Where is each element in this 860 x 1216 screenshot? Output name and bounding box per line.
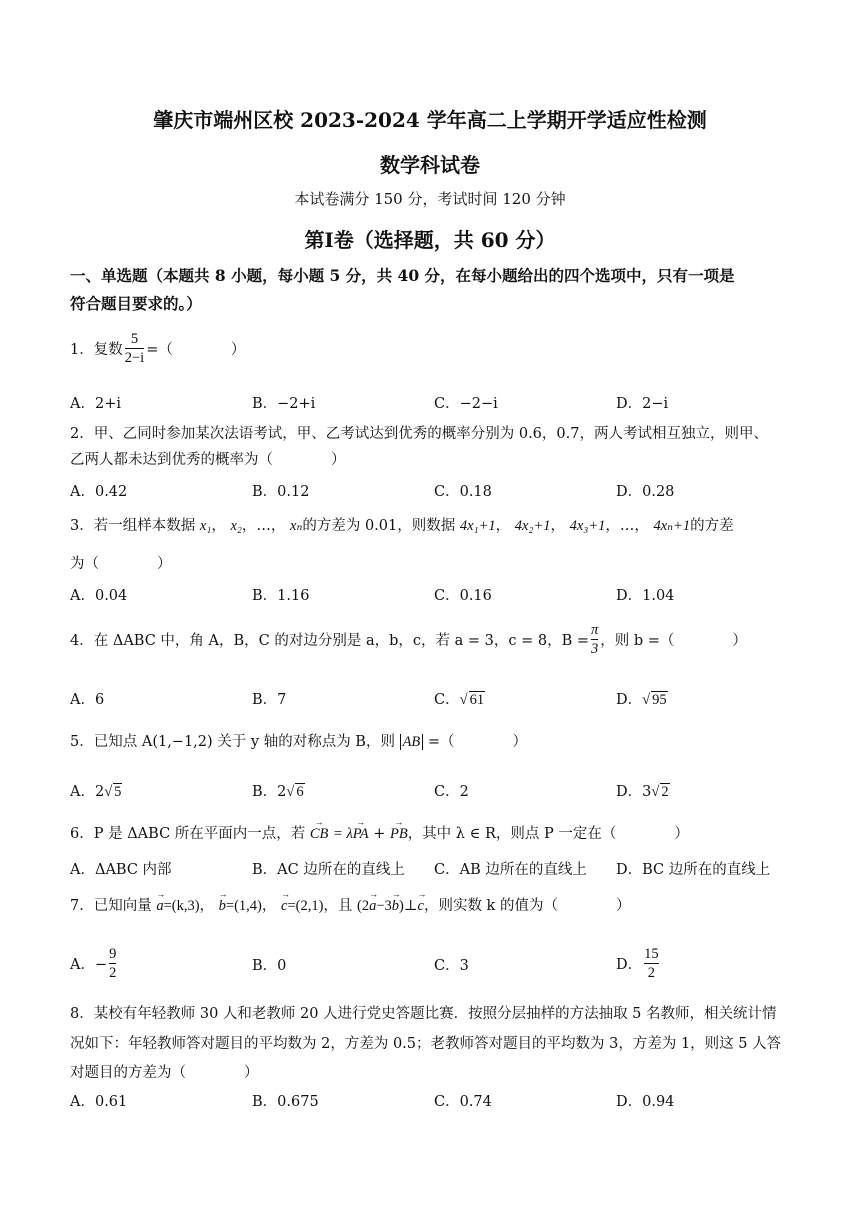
question-text-end: 的方差 [690,518,734,534]
plus-sign: + [373,826,386,842]
expr-open: (2 [357,898,370,914]
vector-c: → c [281,898,287,915]
question-tail: =（ ） [146,341,246,358]
q3-option-c[interactable]: C．0.16 [434,588,492,604]
option-label: A．− [70,956,108,973]
var-x1: x₁ [199,518,212,534]
vector-b: → b [219,898,226,915]
q5-option-d[interactable] [616,780,670,801]
sqrt-icon: √ [642,692,651,708]
q7-option-c[interactable]: C．3 [434,958,469,974]
vector-a: → a [369,898,376,915]
sqrt-icon: √ [286,784,295,800]
option-label: A．2 [70,784,105,800]
radicand: 6 [296,784,304,800]
question-8-line2: 况如下：年轻教师答对题目的平均数为 2，方差为 0.5；老教师答对题目的平均数为 3，方差为 1，则这 5 人答 [70,1036,782,1052]
fraction [109,945,116,982]
q1-option-b[interactable]: B．−2+i [252,396,316,412]
equals-lambda: = λ [333,826,353,842]
q7-option-b[interactable]: B．0 [252,958,287,974]
q4-option-c[interactable] [434,688,485,709]
exam-title: 肇庆市端州区校 2023-2024 学年高二上学期开学适应性检测 [153,108,707,132]
fraction-denominator: 2 [109,964,117,981]
fraction-denominator: 3 [590,640,599,657]
fraction-numerator: 9 [109,945,117,962]
q6-option-a[interactable]: A．ΔABC 内部 [70,862,172,878]
subject-title: 数学科试卷 [380,153,480,177]
question-number: 1． [70,341,94,358]
q3-option-b[interactable]: B．1.16 [252,588,310,604]
question-number: 6． [70,826,94,842]
question-3-line1: 3．若一组样本数据 x₁， x₂，…， xₙ的方差为 0.01，则数据 4x₁+1， 4x₂+1， 4x₃+1，…， 4xₙ+1的方差 [70,518,734,534]
option-label: D．3 [616,784,652,800]
question-text: 在 ΔABC 中，角 A，B，C 的对边分别是 a，b，c，若 a = 3，c = 8，B = [93,632,589,649]
fraction [591,621,598,658]
q5-option-a[interactable] [70,780,122,801]
term-1: 4x₁+1 [459,518,496,534]
var-x2: x₂ [230,518,242,534]
question-tail: ，其中 λ ∈ R，则点 P 一定在（ ） [407,826,689,842]
question-text: 已知点 A(1,−1,2) 关于 y 轴的对称点为 B，则 [93,734,395,750]
sqrt-icon: √ [651,784,660,800]
section-heading-line2: 符合题目要求的。） [70,294,202,313]
term-2: 4x₂+1 [514,518,551,534]
section-heading-line1: 一、单选题（本题共 8 小题，每小题 5 分，共 40 分，在每小题给出的四个选项中，只有一项是 [70,266,735,285]
vector-cb: → CB [310,826,329,843]
option-label: D． [616,692,643,708]
question-tail: =（ ） [427,734,528,750]
question-tail: ，则实数 k 的值为（ ） [423,898,631,914]
question-2-line2: 乙两人都未达到优秀的概率为（ ） [70,452,346,468]
question-number: 3． [70,518,94,534]
fraction [644,945,659,982]
question-8-line3: 对题目的方差为（ ） [70,1065,259,1081]
vector-a-value: =(k,3)， [163,898,215,914]
q5-option-b[interactable] [252,780,305,801]
question-1 [70,328,245,368]
radicand: 95 [652,692,667,708]
question-8-line1 [70,1002,777,1023]
question-text: 若一组样本数据 [93,518,196,534]
q8-option-b[interactable]: B．0.675 [252,1094,319,1110]
q6-option-d[interactable]: D．BC 边所在的直线上 [616,862,771,878]
q1-option-d[interactable]: D．2−i [616,396,669,412]
q1-option-a[interactable]: A．2+i [70,396,121,412]
q6-option-b[interactable]: B．AC 边所在的直线上 [252,862,405,878]
fraction-numerator: π [590,621,599,638]
q1-option-c[interactable]: C．−2−i [434,396,498,412]
q4-option-d[interactable] [616,688,668,709]
vector-c-value: =(2,1)，且 [287,898,353,914]
question-number: 7． [70,898,94,914]
question-text: 甲、乙同时参加某次法语考试，甲、乙考试达到优秀的概率分别为 0.6，0.7，两人考试相互独立，则甲、 [93,426,768,442]
option-label: D． [616,956,643,973]
question-text-mid: 的方差为 0.01，则数据 [302,518,456,534]
q7-option-d[interactable] [616,942,661,984]
vector-b: → b [392,898,399,915]
part-title: 第Ⅰ卷（选择题，共 60 分） [304,228,556,252]
radicand: 2 [661,784,669,800]
q5-option-c[interactable]: C．2 [434,784,469,800]
fraction-denominator: 2−i [124,349,145,366]
fraction-numerator: 15 [644,945,659,962]
q3-option-d[interactable]: D．1.04 [616,588,675,604]
vector-pb: → PB [390,826,408,843]
question-number: 4． [70,632,94,649]
question-text: 已知向量 [93,898,152,914]
term-3: 4x₃+1 [569,518,606,534]
q8-option-d[interactable]: D．0.94 [616,1094,675,1110]
question-stem: 复数 [93,341,123,358]
q4-option-b[interactable]: B．7 [252,692,287,708]
q7-option-a[interactable] [70,942,118,984]
question-3-line2: 为（ ） [70,556,172,572]
question-4 [70,618,747,660]
question-text: P 是 ΔABC 所在平面内一点，若 [93,826,306,842]
option-label: C． [434,692,460,708]
var-xn: xₙ [290,518,303,534]
vector-b-value: =(1,4)， [225,898,277,914]
question-2-line1 [70,422,768,443]
question-6 [70,822,689,843]
question-text: 某校有年轻教师 30 人和老教师 20 人进行党史答题比赛．按照分层抽样的方法抽取 5 名教师，相关统计情 [93,1006,777,1022]
sqrt-icon: √ [459,692,468,708]
question-5 [70,730,527,751]
radicand: 61 [469,692,485,708]
q2-option-a[interactable]: A．0.42 [70,484,128,500]
q2-option-d[interactable]: D．0.28 [616,484,675,500]
vector-a: → a [156,898,163,915]
expr-minus: −3 [376,898,392,914]
question-7 [70,894,630,915]
radicand: 5 [114,784,122,800]
q3-option-a[interactable]: A．0.04 [70,588,128,604]
q8-option-a[interactable]: A．0.61 [70,1094,128,1110]
vector-pa: → PA [353,826,369,843]
fraction [125,330,144,367]
q8-option-c[interactable]: C．0.74 [434,1094,492,1110]
abs-ab: AB [400,734,424,750]
option-label: B．2 [252,784,287,800]
exam-note: 本试卷满分 150 分，考试时间 120 分钟 [294,190,566,208]
question-number: 8． [70,1006,94,1022]
term-n: 4xₙ+1 [653,518,691,534]
q2-option-c[interactable]: C．0.18 [434,484,492,500]
fraction-denominator: 2 [644,963,659,982]
expr-perp: )⊥ [399,898,418,914]
question-tail: ，则 b =（ ） [600,632,747,649]
fraction-numerator: 5 [130,330,139,347]
q2-option-b[interactable]: B．0.12 [252,484,310,500]
question-number: 5． [70,734,94,750]
q4-option-a[interactable]: A．6 [70,692,105,708]
sqrt-icon: √ [104,784,113,800]
q6-option-c[interactable]: C．AB 边所在的直线上 [434,862,587,878]
question-number: 2． [70,426,94,442]
vector-c: → c [418,898,424,915]
